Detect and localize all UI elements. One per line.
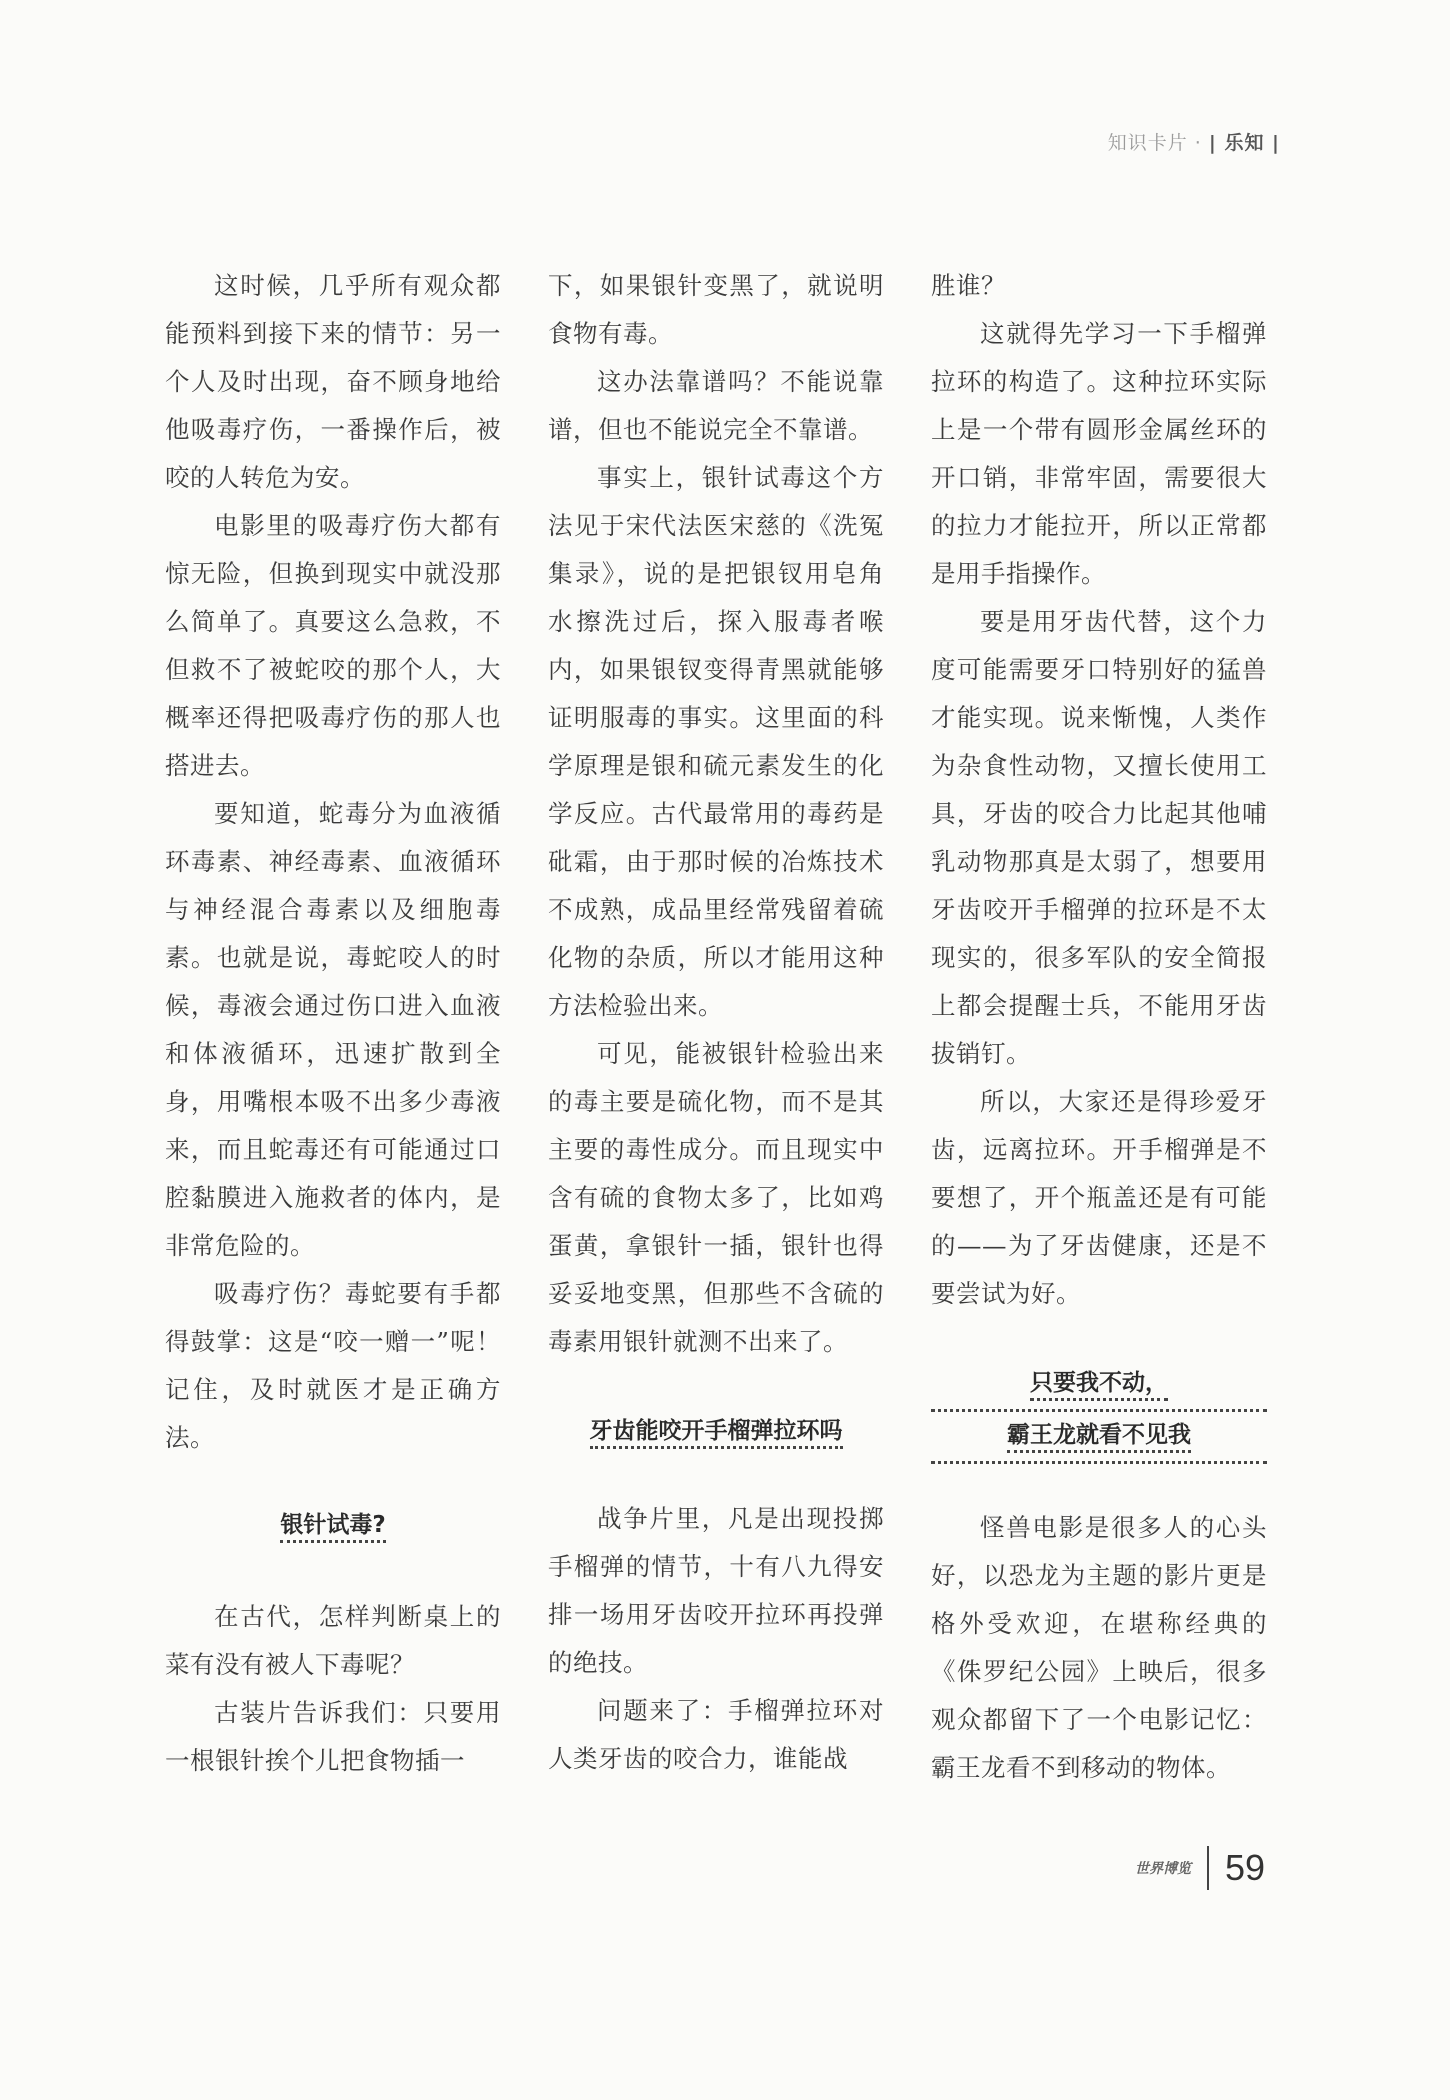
paragraph: 下，如果银针变黑了，就说明食物有毒。 [548,271,884,348]
paragraph: 要是用牙齿代替，这个力度可能需要牙口特别好的猛兽才能实现。说来惭愧，人类作为杂食性动物，又擅长使用工具，牙齿的咬合力比起其他哺乳动物那真是太弱了，想要用牙齿咬开手榴弹的拉环是不太现实的，很多军队的安全简报上都会提醒士兵，不能用牙齿拔销钉。 [931,607,1267,1068]
section-heading-grenade [548,1408,884,1455]
paragraph: 胜谁？ [931,271,1006,300]
magazine-logo: 世界博览 [1134,1861,1191,1877]
paragraph: 事实上，银针试毒这个方法见于宋代法医宋慈的《洗冤集录》，说的是把银钗用皂角水擦洗过后，探入服毒者喉内，如果银钗变得青黑就能够证明服毒的事实。这里面的科学原理是银和硫元素发生的化学反应。古代最常用的毒药是砒霜，由于那时候的冶炼技术不成熟，成品里经常残留着硫化物的杂质，所以才能用这种方法检验出来。 [548,463,884,1020]
section-heading-line1 [931,1360,1267,1412]
paragraph: 古装片告诉我们：只要用一根银针挨个儿把食物插一 [165,1698,501,1775]
section-heading-text: 牙齿能咬开手榴弹拉环吗 [590,1418,843,1449]
paragraph: 要知道，蛇毒分为血液循环毒素、神经毒素、血液循环与神经混合毒素以及细胞毒素。也就是说，毒蛇咬人的时候，毒液会通过伤口进入血液和体液循环，迅速扩散到全身，用嘴根本吸不出多少毒液来，而且蛇毒还有可能通过口腔黏膜进入施救者的体内，是非常危险的。 [165,799,501,1260]
header-section: | 乐知 | [1208,132,1280,154]
paragraph: 这就得先学习一下手榴弹拉环的构造了。这种拉环实际上是一个带有圆形金属丝环的开口销，非常牢固，需要很大的拉力才能拉开，所以正常都是用手指操作。 [931,319,1267,588]
page-header [1108,128,1280,155]
paragraph: 战争片里，凡是出现投掷手榴弹的情节，十有八九得安排一场用牙齿咬开拉环再投弹的绝技。 [548,1504,884,1677]
header-category: 知识卡片 · [1107,132,1202,154]
paragraph: 在古代，怎样判断桌上的菜有没有被人下毒呢？ [165,1602,501,1679]
column-2 [548,262,884,1783]
section-heading-text: 只要我不动， [1030,1370,1168,1401]
paragraph: 问题来了：手榴弹拉环对人类牙齿的咬合力，谁能战 [548,1696,884,1773]
paragraph: 怪兽电影是很多人的心头好，以恐龙为主题的影片更是格外受欢迎，在堪称经典的《侏罗纪公园》上映后，很多观众都留下了一个电影记忆：霸王龙看不到移动的物体。 [931,1513,1267,1782]
section-heading-line2 [931,1412,1267,1464]
paragraph: 可见，能被银针检验出来的毒主要是硫化物，而不是其主要的毒性成分。而且现实中含有硫的食物太多了，比如鸡蛋黄，拿银针一插，银针也得妥妥地变黑，但那些不含硫的毒素用银针就测不出来了。 [548,1039,884,1356]
paragraph: 吸毒疗伤？毒蛇要有手都得鼓掌：这是“咬一赠一”呢！记住，及时就医才是正确方法。 [165,1279,501,1452]
paragraph: 这办法靠谱吗？不能说靠谱，但也不能说完全不靠谱。 [548,367,884,444]
section-heading-silver-needle [165,1502,501,1549]
section-heading-trex [931,1360,1267,1464]
paragraph: 所以，大家还是得珍爱牙齿，远离拉环。开手榴弹是不要想了，开个瓶盖还是有可能的——为了牙齿健康，还是不要尝试为好。 [931,1087,1267,1308]
paragraph: 电影里的吸毒疗伤大都有惊无险，但换到现实中就没那么简单了。真要这么急救，不但救不了被蛇咬的那个人，大概率还得把吸毒疗伤的那人也搭进去。 [165,511,501,780]
section-heading-text: 银针试毒? [280,1512,385,1543]
column-3 [931,262,1267,1792]
column-1 [165,262,501,1785]
footer-divider [1207,1846,1209,1890]
page-number: 59 [1224,1847,1265,1888]
section-heading-text: 霸王龙就看不见我 [1007,1422,1191,1453]
page-footer [1135,1846,1265,1890]
paragraph: 这时候，几乎所有观众都能预料到接下来的情节：另一个人及时出现，奋不顾身地给他吸毒疗伤，一番操作后，被咬的人转危为安。 [165,271,501,492]
